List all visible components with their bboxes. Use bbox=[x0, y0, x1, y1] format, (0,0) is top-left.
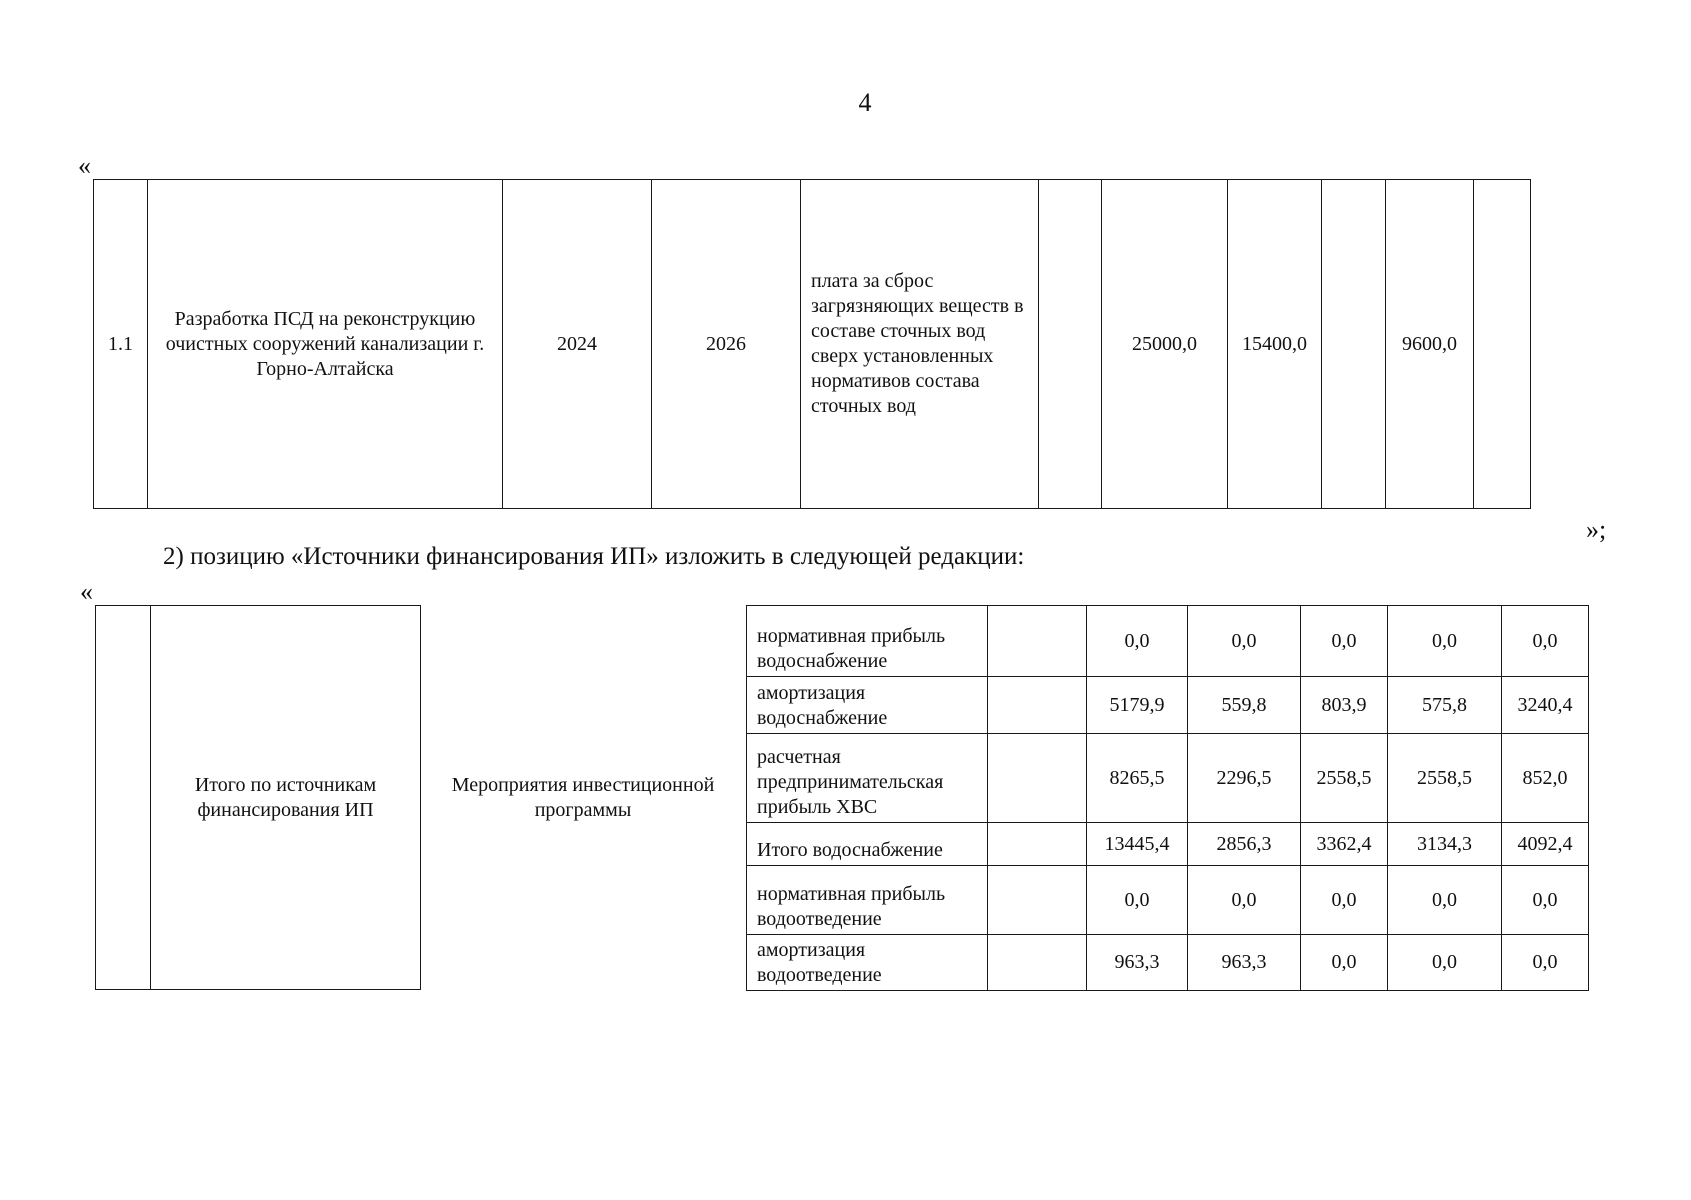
row-label: амортизация водоснабжение bbox=[747, 677, 988, 734]
page-number: 4 bbox=[858, 88, 872, 117]
value-cell: 0,0 bbox=[1301, 606, 1388, 677]
table-row bbox=[747, 935, 1589, 991]
value-cell: 0,0 bbox=[1388, 935, 1502, 991]
value-cell: 4092,4 bbox=[1502, 823, 1589, 866]
value-cell: 0,0 bbox=[1087, 606, 1188, 677]
funding-source-cell: плата за сброс загрязняющих веществ в составе сточных вод сверх установленных нормативов состава сточных вод bbox=[801, 180, 1039, 509]
value-cell: 963,3 bbox=[1087, 935, 1188, 991]
value-cell: 2558,5 bbox=[1388, 734, 1502, 823]
value-cell: 0,0 bbox=[1388, 866, 1502, 935]
paragraph-instruction: 2) позицию «Источники финансирования ИП» изложить в следующей редакции: bbox=[163, 543, 1025, 570]
table-row bbox=[747, 823, 1589, 866]
empty-cell bbox=[988, 866, 1087, 935]
row-label: Итого водоснабжение bbox=[747, 823, 988, 866]
value-cell: 0,0 bbox=[1087, 866, 1188, 935]
table-funding-values bbox=[746, 605, 1589, 991]
value-cell: 0,0 bbox=[1188, 606, 1301, 677]
table-row bbox=[747, 734, 1589, 823]
value-cell: 0,0 bbox=[1502, 866, 1589, 935]
empty-value-cell bbox=[1474, 180, 1531, 509]
closing-quote-table1: »; bbox=[1586, 515, 1607, 544]
value-cell: 3134,3 bbox=[1388, 823, 1502, 866]
value-cell: 0,0 bbox=[1502, 606, 1589, 677]
value-cell: 2296,5 bbox=[1188, 734, 1301, 823]
value-cell: 8265,5 bbox=[1087, 734, 1188, 823]
value-cell: 963,3 bbox=[1188, 935, 1301, 991]
program-measures-label bbox=[420, 605, 746, 990]
table-funding-left bbox=[95, 605, 421, 990]
value-cell: 0,0 bbox=[1301, 935, 1388, 991]
value-cell: 9600,0 bbox=[1386, 180, 1474, 509]
empty-cell bbox=[988, 935, 1087, 991]
value-cell: 852,0 bbox=[1502, 734, 1589, 823]
row-label: нормативная прибыль водоснабжение bbox=[747, 606, 988, 677]
row-number-cell: 1.1 bbox=[94, 180, 148, 509]
value-cell: 2558,5 bbox=[1301, 734, 1388, 823]
opening-quote-table2: « bbox=[80, 577, 93, 606]
table-row bbox=[94, 180, 1531, 509]
row-label: амортизация водоотведение bbox=[747, 935, 988, 991]
table-row bbox=[96, 606, 421, 990]
value-cell: 0,0 bbox=[1188, 866, 1301, 935]
total-cell: 25000,0 bbox=[1102, 180, 1228, 509]
project-name-cell: Разработка ПСД на реконструкцию очистных сооружений канализации г. Горно-Алтайска bbox=[148, 180, 503, 509]
program-measures-text: Мероприятия инвестиционной программы bbox=[451, 773, 715, 821]
value-cell: 3240,4 bbox=[1502, 677, 1589, 734]
value-cell: 803,9 bbox=[1301, 677, 1388, 734]
value-cell: 5179,9 bbox=[1087, 677, 1188, 734]
row-label: нормативная прибыль водоотведение bbox=[747, 866, 988, 935]
value-cell: 0,0 bbox=[1388, 606, 1502, 677]
value-cell: 2856,3 bbox=[1188, 823, 1301, 866]
total-sources-label: Итого по источникам финансирования ИП bbox=[151, 606, 421, 990]
value-cell: 13445,4 bbox=[1087, 823, 1188, 866]
value-cell: 15400,0 bbox=[1228, 180, 1322, 509]
table-row bbox=[747, 866, 1589, 935]
empty-value-cell bbox=[1322, 180, 1386, 509]
year-end-cell: 2026 bbox=[652, 180, 801, 509]
empty-cell bbox=[988, 823, 1087, 866]
empty-cell bbox=[988, 677, 1087, 734]
opening-quote-table1: « bbox=[78, 151, 91, 180]
empty-cell bbox=[1039, 180, 1102, 509]
row-label: расчетная предпринимательская прибыль ХВС bbox=[747, 734, 988, 823]
table-project-row bbox=[93, 179, 1531, 509]
empty-cell bbox=[988, 606, 1087, 677]
value-cell: 3362,4 bbox=[1301, 823, 1388, 866]
empty-cell bbox=[988, 734, 1087, 823]
table-row bbox=[747, 677, 1589, 734]
year-start-cell: 2024 bbox=[503, 180, 652, 509]
table-row bbox=[747, 606, 1589, 677]
value-cell: 0,0 bbox=[1301, 866, 1388, 935]
value-cell: 575,8 bbox=[1388, 677, 1502, 734]
value-cell: 0,0 bbox=[1502, 935, 1589, 991]
value-cell: 559,8 bbox=[1188, 677, 1301, 734]
empty-number-cell bbox=[96, 606, 151, 990]
